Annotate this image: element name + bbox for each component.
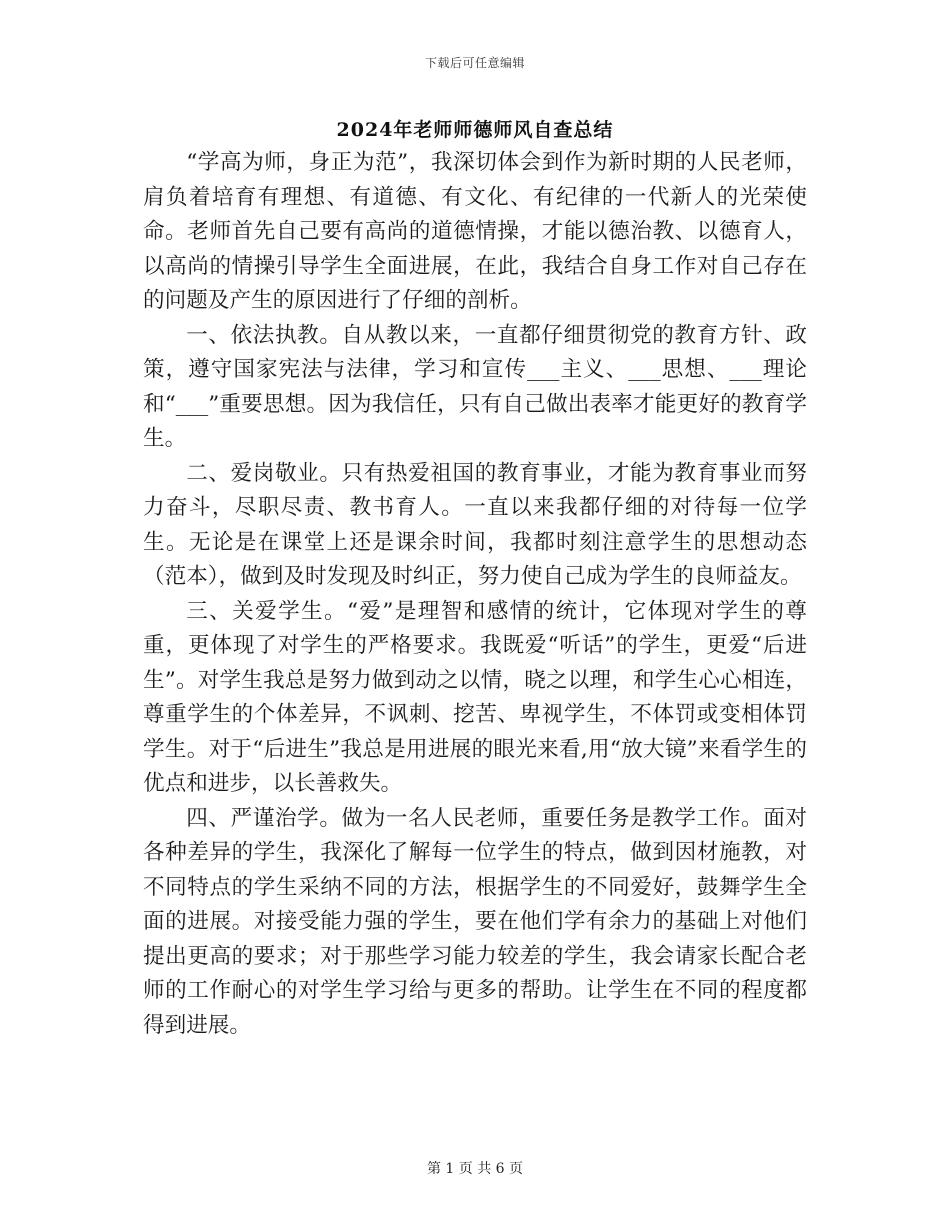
paragraph-section-4: 四、严谨治学。做为一名人民老师，重要任务是教学工作。面对各种差异的学生，我深化了解每一位学生的特点，做到因材施教，对不同特点的学生采纳不同的方法，根据学生的不同爱好，鼓舞学生全面的进展。对接受能力强的学生，要在他们学有余力的基础上对他们提出更高的要求；对于那些学习能力较差的学生，我会请家长配合老师的工作耐心的对学生学习给与更多的帮助。让学生在不同的程度都得到进展。	[143, 805, 807, 1038]
paragraph-section-1: 一、依法执教。自从教以来，一直都仔细贯彻党的教育方针、政策，遵守国家宪法与法律，学习和宣传___主义、___思想、___理论和“___”重要思想。因为我信任，只有自己做出表率才能更好的教育学生。	[143, 322, 807, 451]
page-header: 下载后可任意编辑	[424, 56, 525, 70]
paragraph-section-2: 二、爱岗敬业。只有热爱祖国的教育事业，才能为教育事业而努力奋斗，尽职尽责、教书育人。一直以来我都仔细的对待每一位学生。无论是在课堂上还是课余时间，我都时刻注意学生的思想动态（范本），做到及时发现及时纠正，努力使自己成为学生的良师益友。	[143, 460, 807, 589]
paragraph-intro: “学高为师，身正为范”，我深切体会到作为新时期的人民老师，肩负着培育有理想、有道德、有文化、有纪律的一代新人的光荣使命。老师首先自己要有高尚的道德情操，才能以德治教、以德育人，以高尚的情操引导学生全面进展，在此，我结合自身工作对自己存在的问题及产生的原因进行了仔细的剖析。	[143, 150, 807, 313]
page-footer: 第 1 页 共 6 页	[426, 1161, 524, 1177]
document-body	[143, 146, 807, 1043]
document-title: 2024年老师师德师风自查总结	[336, 119, 614, 141]
paragraph-section-3: 三、关爱学生。“爱”是理智和感情的统计，它体现对学生的尊重，更体现了对学生的严格要求。我既爱“听话”的学生，更爱“后进生”。对学生我总是努力做到动之以情，晓之以理，和学生心心相连，尊重学生的个体差异，不讽刺、挖苦、卑视学生，不体罚或变相体罚学生。对于“后进生”我总是用进展的眼光来看,用“放大镜”来看学生的优点和进步，以长善救失。	[143, 598, 807, 796]
